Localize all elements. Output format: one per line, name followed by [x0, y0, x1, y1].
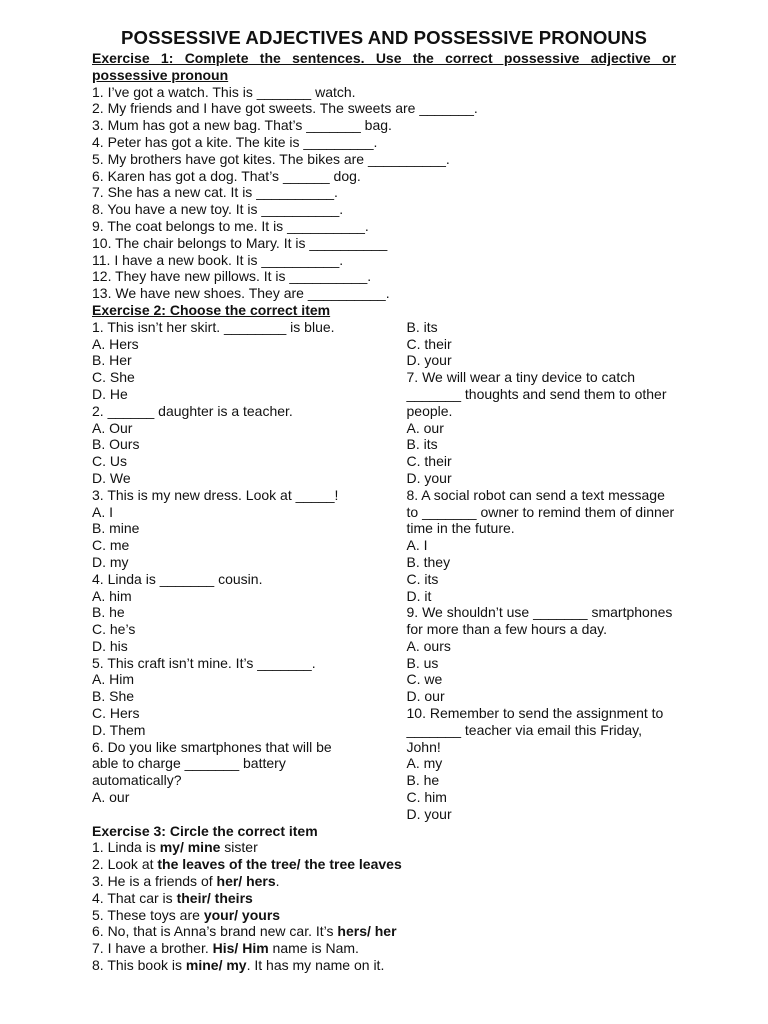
- exercise1-item: 2. My friends and I have got sweets. The sweets are _______.: [92, 100, 478, 117]
- exercise3-choice: your/ yours: [203, 906, 281, 923]
- exercise1-item: 10. The chair belongs to Mary. It is __________: [92, 234, 388, 251]
- exercise3-item: [92, 940, 676, 957]
- exercise2-left-line: B. Ours: [92, 436, 140, 453]
- exercise3-item-text: 8. This book is: [92, 957, 186, 974]
- exercise1-item: 12. They have new pillows. It is __________.: [92, 268, 372, 285]
- exercise1-heading: Exercise 1: Complete the sentences. Use the correct possessive adjective or possessive pronoun: [92, 50, 676, 83]
- exercise2-right-line: B. its: [406, 436, 438, 453]
- exercise2-right-line: C. we: [406, 671, 443, 688]
- exercise3-item-text: 3. He is a friends of: [92, 873, 217, 890]
- exercise2-left-line: A. our: [92, 789, 130, 806]
- exercise2-right-line: 10. Remember to send the assignment to _______ teacher via email this Friday, John!: [406, 705, 664, 755]
- exercise3-item-text: 4. That car is: [92, 889, 177, 906]
- exercise2-right-line: D. your: [406, 805, 452, 822]
- exercise3-choice: my/ mine: [159, 839, 221, 856]
- exercise2-left-line: D. his: [92, 637, 128, 654]
- exercise2-columns: [92, 319, 676, 823]
- exercise2-left-line: C. me: [92, 537, 130, 554]
- exercise2-right-line: C. their: [406, 453, 452, 470]
- exercise2-right-line: A. I: [406, 537, 428, 554]
- exercise2-right-line: D. your: [406, 469, 452, 486]
- exercise2-left-line: B. Her: [92, 352, 132, 369]
- exercise2-left-line: 5. This craft isn’t mine. It’s _______.: [92, 654, 316, 671]
- exercise2-left-line: 1. This isn’t her skirt. ________ is blue.: [92, 318, 335, 335]
- exercise3-item: [92, 923, 676, 940]
- exercise3-choice: their/ theirs: [176, 889, 253, 906]
- exercise1-item: 8. You have a new toy. It is __________.: [92, 201, 344, 218]
- exercise2-left-line: B. he: [92, 604, 125, 621]
- exercise2-left-line: D. Them: [92, 721, 146, 738]
- exercise2-left-line: B. She: [92, 688, 135, 705]
- exercise3-choice: the leaves of the tree/ the tree leaves: [157, 856, 402, 873]
- exercise1-item: 4. Peter has got a kite. The kite is _________.: [92, 133, 378, 150]
- exercise2-left-line: A. Hers: [92, 335, 139, 352]
- exercise3-heading: Exercise 3: Circle the correct item: [92, 822, 318, 839]
- exercise2-right-line: 9. We shouldn’t use _______ smartphones for more than a few hours a day.: [406, 604, 673, 638]
- exercise2-left-line: A. Him: [92, 671, 134, 688]
- exercise2-right-line: B. they: [406, 553, 451, 570]
- exercise2-right-line: 7. We will wear a tiny device to catch _______ thoughts and send them to other people.: [406, 369, 667, 419]
- exercise2-right-line: D. your: [406, 352, 452, 369]
- exercise2-left-line: A. Our: [92, 419, 133, 436]
- exercise3-list: [92, 839, 676, 973]
- exercise1-item: 7. She has a new cat. It is __________.: [92, 184, 338, 201]
- exercise1-item: 6. Karen has got a dog. That’s ______ dog.: [92, 167, 361, 184]
- exercise2-right-line: A. my: [406, 755, 443, 772]
- exercise2-left-line: D. We: [92, 469, 131, 486]
- exercise2-left-line: D. He: [92, 385, 128, 402]
- exercise2-right-column: [407, 319, 677, 823]
- exercise2-left-line: A. him: [92, 587, 132, 604]
- exercise3-item-text: 1. Linda is: [92, 839, 160, 856]
- exercise3-item: [92, 907, 676, 924]
- exercise2-right-line: B. us: [406, 654, 439, 671]
- exercise3-item-text: 6. No, that is Anna’s brand new car. It’s: [92, 923, 338, 940]
- exercise2-left-column: [92, 319, 362, 823]
- page-title: POSSESSIVE ADJECTIVES AND POSSESSIVE PRONOUNS: [121, 27, 647, 48]
- exercise2-right-line: D. our: [406, 688, 445, 705]
- exercise2-left-line: C. Us: [92, 453, 127, 470]
- exercise2-left-line: 6. Do you like smartphones that will be able to charge _______ battery automatically?: [92, 738, 332, 789]
- exercise1-item: 1. I’ve got a watch. This is _______ watch.: [92, 83, 356, 100]
- exercise3-item: [92, 873, 676, 890]
- exercise2-left-line: C. Hers: [92, 705, 140, 722]
- exercise3-item: [92, 839, 676, 856]
- exercise3-item-text: 5. These toys are: [92, 906, 204, 923]
- exercise2-left-line: D. my: [92, 553, 129, 570]
- exercise3-item: [92, 957, 676, 974]
- exercise2-heading: Exercise 2: Choose the correct item: [92, 301, 331, 318]
- exercise3-item: [92, 856, 676, 873]
- exercise2-right-line: 8. A social robot can send a text message to _______ owner to remind them of dinner time in the future.: [406, 486, 675, 537]
- exercise2-left-line: 3. This is my new dress. Look at _____!: [92, 486, 339, 503]
- exercise3-item-text: . It has my name on it.: [246, 957, 385, 974]
- exercise2-left-line: C. She: [92, 369, 135, 386]
- exercise3-item-text: sister: [220, 839, 258, 856]
- exercise1-item: 9. The coat belongs to me. It is __________.: [92, 217, 369, 234]
- exercise1-item: 11. I have a new book. It is __________.: [92, 251, 344, 268]
- exercise2-left-line: B. mine: [92, 520, 140, 537]
- exercise2-left-line: A. I: [92, 503, 114, 520]
- exercise3-choice: her/ hers: [216, 873, 276, 890]
- exercise3-item-text: name is Nam.: [268, 940, 359, 957]
- exercise3-choice: hers/ her: [337, 923, 397, 940]
- exercise2-right-line: A. our: [406, 419, 444, 436]
- exercise2-right-line: C. him: [406, 789, 447, 806]
- exercise1-item: 3. Mum has got a new bag. That’s _______ bag.: [92, 117, 392, 134]
- exercise2-right-line: A. ours: [406, 637, 451, 654]
- exercise3-item-text: 2. Look at: [92, 856, 158, 873]
- exercise3-choice: mine/ my: [185, 957, 247, 974]
- exercise3-item-text: 7. I have a brother.: [92, 940, 213, 957]
- exercise2-left-line: 4. Linda is _______ cousin.: [92, 570, 263, 587]
- exercise1-item: 13. We have new shoes. They are __________.: [92, 285, 390, 302]
- exercise2-right-line: B. he: [406, 772, 440, 789]
- exercise2-right-line: C. their: [406, 335, 452, 352]
- exercise2-right-line: B. its: [406, 318, 438, 335]
- exercise2-right-line: D. it: [406, 587, 432, 604]
- exercise3-item-text: .: [275, 873, 280, 890]
- exercise3-choice: His/ Him: [212, 940, 269, 957]
- exercise1-item: 5. My brothers have got kites. The bikes are __________.: [92, 150, 450, 167]
- exercise2-left-line: 2. ______ daughter is a teacher.: [92, 402, 293, 419]
- exercise2-left-line: C. he’s: [92, 621, 136, 638]
- exercise3-item: [92, 890, 676, 907]
- exercise1-list: [92, 84, 676, 302]
- exercise2-right-line: C. its: [406, 570, 439, 587]
